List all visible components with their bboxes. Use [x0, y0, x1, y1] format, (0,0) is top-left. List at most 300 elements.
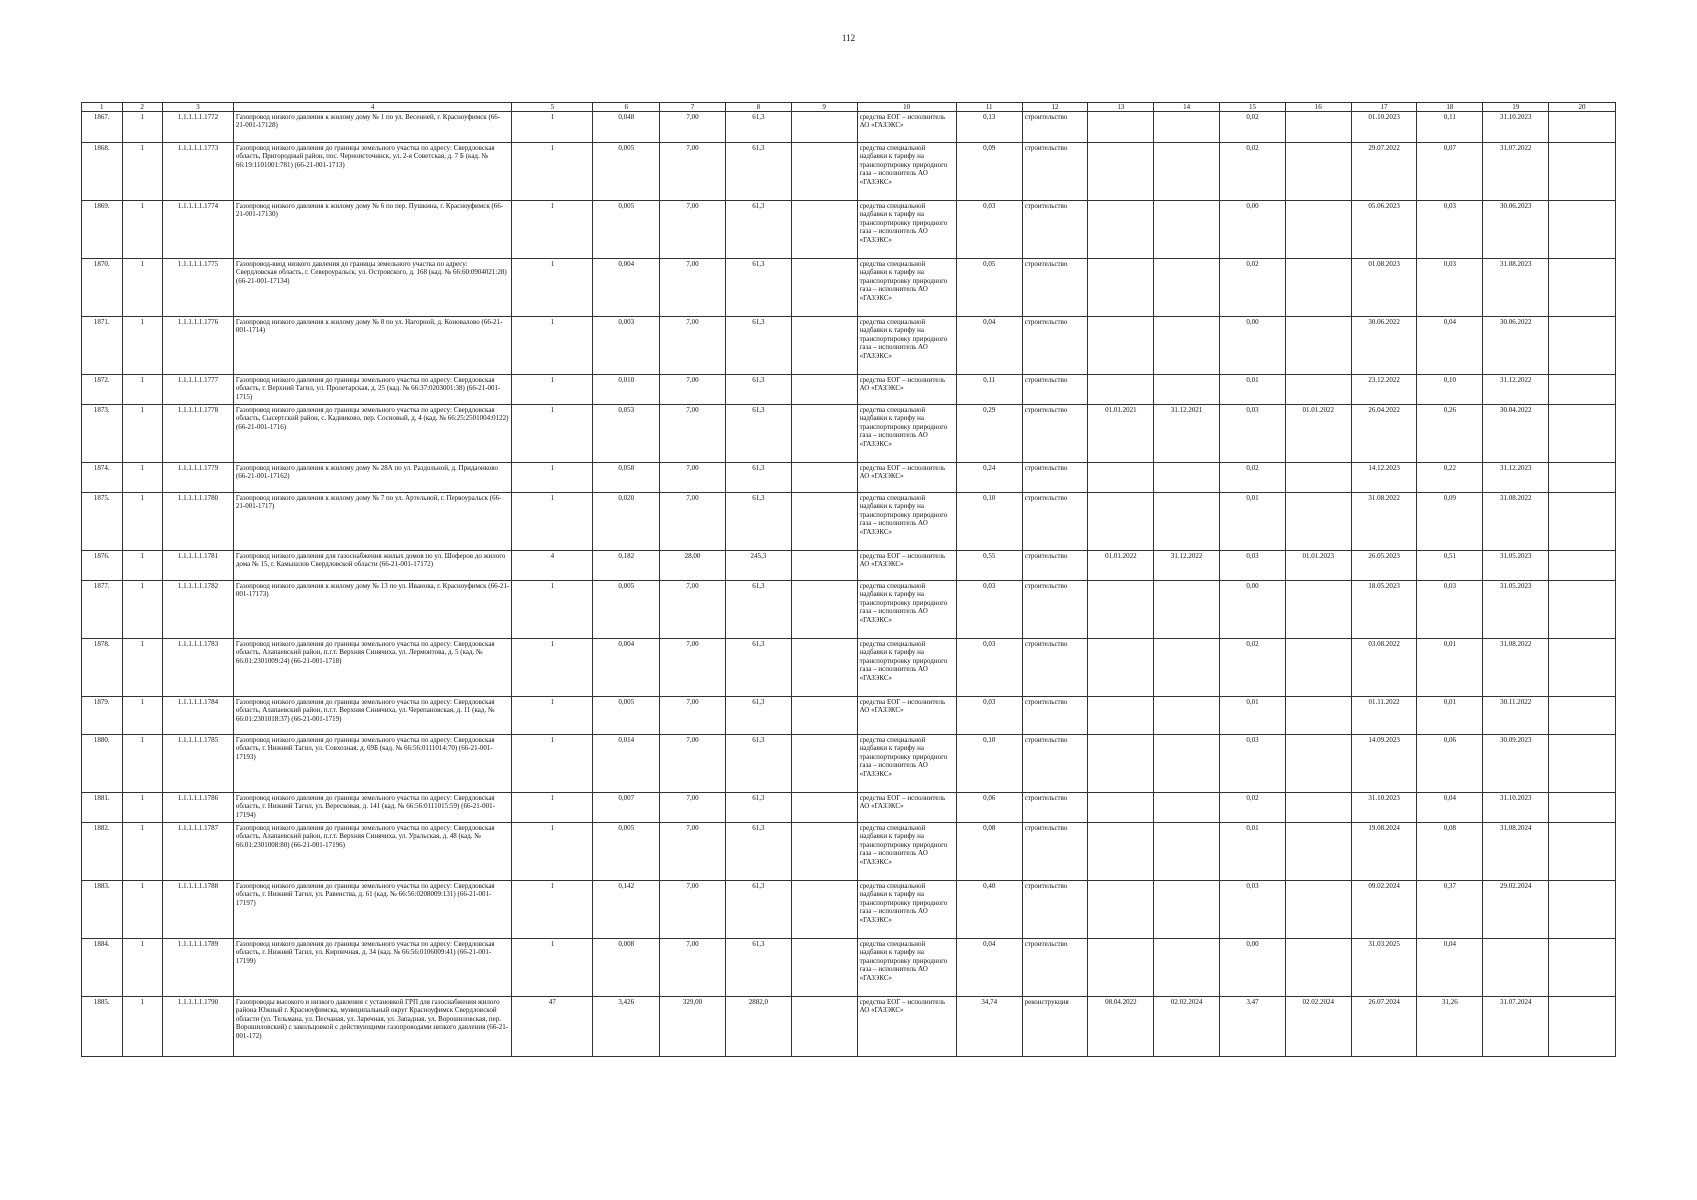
- column-9-cell: [791, 881, 857, 939]
- column-9-cell: [791, 201, 857, 259]
- column-number: 7: [660, 103, 726, 112]
- column-9-cell: [791, 405, 857, 463]
- column-16-cell: [1285, 463, 1351, 493]
- table-row: [82, 881, 1616, 939]
- column-20-cell: [1549, 259, 1616, 317]
- column-15-cell: 0,01: [1220, 697, 1286, 735]
- column-20-cell: [1549, 493, 1616, 551]
- work-type: строительство: [1022, 551, 1088, 581]
- column-17-cell: 26.04.2022: [1351, 405, 1417, 463]
- column-19-cell: 31.08.2024: [1483, 823, 1549, 881]
- column-9-cell: [791, 997, 857, 1057]
- column-11-cell: 34,74: [956, 997, 1022, 1057]
- column-11-cell: 0,04: [956, 939, 1022, 997]
- work-type: строительство: [1022, 317, 1088, 375]
- column-2-cell: 1: [122, 639, 163, 697]
- column-5-cell: 1: [512, 581, 593, 639]
- object-code: 1.1.1.1.1.1773: [163, 143, 234, 201]
- column-2-cell: 1: [122, 112, 163, 143]
- column-16-cell: [1285, 317, 1351, 375]
- column-16-cell: [1285, 201, 1351, 259]
- column-6-cell: 0,014: [593, 735, 660, 793]
- row-number: 1869.: [82, 201, 123, 259]
- column-16-cell: [1285, 375, 1351, 405]
- column-17-cell: 23.12.2022: [1351, 375, 1417, 405]
- column-20-cell: [1549, 463, 1616, 493]
- funding-source: средства специальной надбавки к тарифу на транспортировку природного газа – исполнитель АО «ГАЗЭКС»: [857, 317, 956, 375]
- column-8-cell: 61,3: [725, 112, 791, 143]
- work-type: строительство: [1022, 463, 1088, 493]
- column-number: 17: [1351, 103, 1417, 112]
- funding-source: средства специальной надбавки к тарифу на транспортировку природного газа – исполнитель АО «ГАЗЭКС»: [857, 201, 956, 259]
- column-2-cell: 1: [122, 735, 163, 793]
- column-9-cell: [791, 143, 857, 201]
- column-13-cell: 01.01.2022: [1088, 551, 1154, 581]
- column-2-cell: 1: [122, 793, 163, 823]
- column-14-cell: [1154, 375, 1220, 405]
- funding-source: средства специальной надбавки к тарифу на транспортировку природного газа – исполнитель АО «ГАЗЭКС»: [857, 581, 956, 639]
- column-16-cell: [1285, 881, 1351, 939]
- column-17-cell: 26.05.2023: [1351, 551, 1417, 581]
- column-7-cell: 7,00: [660, 793, 726, 823]
- column-number: 20: [1549, 103, 1616, 112]
- column-17-cell: 01.08.2023: [1351, 259, 1417, 317]
- column-9-cell: [791, 823, 857, 881]
- column-7-cell: 7,00: [660, 639, 726, 697]
- column-5-cell: 1: [512, 639, 593, 697]
- funding-source: средства ЕОГ – исполнитель АО «ГАЗЭКС»: [857, 112, 956, 143]
- column-9-cell: [791, 375, 857, 405]
- funding-source: средства ЕОГ – исполнитель АО «ГАЗЭКС»: [857, 793, 956, 823]
- column-15-cell: 0,00: [1220, 317, 1286, 375]
- column-8-cell: 61,3: [725, 793, 791, 823]
- column-17-cell: 26.07.2024: [1351, 997, 1417, 1057]
- column-number: 15: [1220, 103, 1286, 112]
- work-type: строительство: [1022, 143, 1088, 201]
- column-9-cell: [791, 581, 857, 639]
- object-name: Газопровод низкого давления к жилому дому № 13 по ул. Иванова, г. Красноуфимск (66-21-001-17173): [233, 581, 511, 639]
- column-15-cell: 0,00: [1220, 201, 1286, 259]
- column-13-cell: [1088, 639, 1154, 697]
- column-11-cell: 0,24: [956, 463, 1022, 493]
- column-7-cell: 7,00: [660, 939, 726, 997]
- column-18-cell: 0,26: [1417, 405, 1483, 463]
- column-2-cell: 1: [122, 997, 163, 1057]
- column-5-cell: 1: [512, 143, 593, 201]
- work-type: строительство: [1022, 201, 1088, 259]
- column-20-cell: [1549, 551, 1616, 581]
- column-18-cell: 0,01: [1417, 697, 1483, 735]
- column-15-cell: 0,00: [1220, 939, 1286, 997]
- column-16-cell: [1285, 143, 1351, 201]
- column-9-cell: [791, 939, 857, 997]
- object-name: Газопровод низкого давления до границы земельного участка по адресу: Свердловская область, г. Нижний Тагил, ул. Кирпичная, д. 34 (кад. № 66:56:0106009:41) (66-21-001-17199): [233, 939, 511, 997]
- column-8-cell: 61,3: [725, 823, 791, 881]
- object-code: 1.1.1.1.1.1785: [163, 735, 234, 793]
- object-name: Газопровод низкого давления до границы земельного участка по адресу: Свердловская область, Алапаевский район, п.г.т. Верхняя Синячиха, ул. Черепановская, д. 11 (кад. № 66:01:2301018:37) (66-21-001-1719): [233, 697, 511, 735]
- column-6-cell: 0,182: [593, 551, 660, 581]
- column-number: 8: [725, 103, 791, 112]
- column-18-cell: 0,11: [1417, 112, 1483, 143]
- column-18-cell: 31,26: [1417, 997, 1483, 1057]
- table-row: [82, 997, 1616, 1057]
- object-name: Газопровод низкого давления к жилому дому № 1 по ул. Весенней, г. Красноуфимск (66-21-001-17128): [233, 112, 511, 143]
- column-number: 18: [1417, 103, 1483, 112]
- column-14-cell: [1154, 201, 1220, 259]
- column-6-cell: 0,005: [593, 697, 660, 735]
- funding-source: средства ЕОГ – исполнитель АО «ГАЗЭКС»: [857, 375, 956, 405]
- column-6-cell: 0,005: [593, 143, 660, 201]
- column-2-cell: 1: [122, 375, 163, 405]
- column-11-cell: 0,29: [956, 405, 1022, 463]
- object-name: Газопровод низкого давления для газоснабжения жилых домов по ул. Шоферов до жилого дома № 15, г. Камышлов Свердловской области (66-21-001-17172): [233, 551, 511, 581]
- column-8-cell: 61,3: [725, 259, 791, 317]
- column-6-cell: 0,004: [593, 639, 660, 697]
- column-2-cell: 1: [122, 201, 163, 259]
- work-type: строительство: [1022, 793, 1088, 823]
- object-name: Газопровод низкого давления до границы земельного участка по адресу: Свердловская область, г. Нижний Тагил, ул. Вересковая, д. 141 (кад. № 66:56:0111015:59) (66-21-001-17194): [233, 793, 511, 823]
- column-6-cell: 0,048: [593, 112, 660, 143]
- column-9-cell: [791, 493, 857, 551]
- column-2-cell: 1: [122, 143, 163, 201]
- table-row: [82, 793, 1616, 823]
- column-18-cell: 0,04: [1417, 317, 1483, 375]
- column-5-cell: 1: [512, 317, 593, 375]
- column-13-cell: [1088, 881, 1154, 939]
- work-type: строительство: [1022, 259, 1088, 317]
- column-14-cell: [1154, 793, 1220, 823]
- column-19-cell: 30.09.2023: [1483, 735, 1549, 793]
- column-18-cell: 0,03: [1417, 201, 1483, 259]
- table-row: [82, 463, 1616, 493]
- column-number: 10: [857, 103, 956, 112]
- column-16-cell: [1285, 823, 1351, 881]
- column-6-cell: 0,010: [593, 375, 660, 405]
- column-14-cell: [1154, 735, 1220, 793]
- column-14-cell: [1154, 259, 1220, 317]
- table-row: [82, 639, 1616, 697]
- column-5-cell: 1: [512, 405, 593, 463]
- column-16-cell: [1285, 639, 1351, 697]
- column-20-cell: [1549, 375, 1616, 405]
- column-number: 12: [1022, 103, 1088, 112]
- column-number: 9: [791, 103, 857, 112]
- column-15-cell: 0,01: [1220, 375, 1286, 405]
- column-8-cell: 61,3: [725, 697, 791, 735]
- column-17-cell: 29.07.2022: [1351, 143, 1417, 201]
- object-name: Газопровод низкого давления до границы земельного участка по адресу: Свердловская область, г. Нижний Тагил, ул. Равенства, д. 61 (кад. № 66:56:0208009:131) (66-21-001-17197): [233, 881, 511, 939]
- column-11-cell: 0,08: [956, 823, 1022, 881]
- column-7-cell: 7,00: [660, 375, 726, 405]
- column-8-cell: 61,3: [725, 463, 791, 493]
- column-17-cell: 30.06.2022: [1351, 317, 1417, 375]
- object-code: 1.1.1.1.1.1780: [163, 493, 234, 551]
- row-number: 1879.: [82, 697, 123, 735]
- funding-source: средства ЕОГ – исполнитель АО «ГАЗЭКС»: [857, 697, 956, 735]
- column-15-cell: 0,03: [1220, 551, 1286, 581]
- column-15-cell: 0,02: [1220, 143, 1286, 201]
- column-11-cell: 0,10: [956, 493, 1022, 551]
- column-19-cell: 30.06.2022: [1483, 317, 1549, 375]
- column-17-cell: 03.08.2022: [1351, 639, 1417, 697]
- column-14-cell: [1154, 112, 1220, 143]
- column-13-cell: 01.01.2021: [1088, 405, 1154, 463]
- object-code: 1.1.1.1.1.1782: [163, 581, 234, 639]
- column-16-cell: [1285, 697, 1351, 735]
- column-8-cell: 61,3: [725, 939, 791, 997]
- object-code: 1.1.1.1.1.1778: [163, 405, 234, 463]
- column-13-cell: [1088, 581, 1154, 639]
- column-6-cell: 3,426: [593, 997, 660, 1057]
- row-number: 1876.: [82, 551, 123, 581]
- column-2-cell: 1: [122, 939, 163, 997]
- row-number: 1868.: [82, 143, 123, 201]
- column-14-cell: [1154, 493, 1220, 551]
- funding-source: средства специальной надбавки к тарифу на транспортировку природного газа – исполнитель АО «ГАЗЭКС»: [857, 639, 956, 697]
- column-number: 2: [122, 103, 163, 112]
- column-2-cell: 1: [122, 317, 163, 375]
- column-14-cell: [1154, 881, 1220, 939]
- row-number: 1883.: [82, 881, 123, 939]
- funding-source: средства специальной надбавки к тарифу на транспортировку природного газа – исполнитель АО «ГАЗЭКС»: [857, 823, 956, 881]
- column-5-cell: 1: [512, 881, 593, 939]
- column-2-cell: 1: [122, 493, 163, 551]
- column-19-cell: 31.10.2023: [1483, 112, 1549, 143]
- column-5-cell: 1: [512, 793, 593, 823]
- object-code: 1.1.1.1.1.1790: [163, 997, 234, 1057]
- funding-source: средства специальной надбавки к тарифу на транспортировку природного газа – исполнитель АО «ГАЗЭКС»: [857, 939, 956, 997]
- funding-source: средства специальной надбавки к тарифу на транспортировку природного газа – исполнитель АО «ГАЗЭКС»: [857, 405, 956, 463]
- column-2-cell: 1: [122, 259, 163, 317]
- column-19-cell: 31.08.2022: [1483, 639, 1549, 697]
- work-type: строительство: [1022, 493, 1088, 551]
- column-7-cell: 7,00: [660, 259, 726, 317]
- column-6-cell: 0,053: [593, 405, 660, 463]
- table-row: [82, 405, 1616, 463]
- column-15-cell: 0,03: [1220, 881, 1286, 939]
- column-17-cell: 01.10.2023: [1351, 112, 1417, 143]
- column-16-cell: [1285, 493, 1351, 551]
- column-14-cell: [1154, 317, 1220, 375]
- column-11-cell: 0,13: [956, 112, 1022, 143]
- row-number: 1870.: [82, 259, 123, 317]
- column-19-cell: 31.08.2023: [1483, 259, 1549, 317]
- column-5-cell: 1: [512, 112, 593, 143]
- object-code: 1.1.1.1.1.1774: [163, 201, 234, 259]
- column-13-cell: [1088, 823, 1154, 881]
- table-row: [82, 735, 1616, 793]
- column-5-cell: 1: [512, 735, 593, 793]
- column-17-cell: 19.08.2024: [1351, 823, 1417, 881]
- work-type: строительство: [1022, 735, 1088, 793]
- column-20-cell: [1549, 143, 1616, 201]
- object-name: Газопровод низкого давления к жилому дому № 8 по ул. Нагорной, д. Коновалово (66-21-001-1714): [233, 317, 511, 375]
- funding-source: средства специальной надбавки к тарифу на транспортировку природного газа – исполнитель АО «ГАЗЭКС»: [857, 143, 956, 201]
- column-2-cell: 1: [122, 823, 163, 881]
- column-7-cell: 7,00: [660, 201, 726, 259]
- table-row: [82, 493, 1616, 551]
- row-number: 1881.: [82, 793, 123, 823]
- column-14-cell: [1154, 143, 1220, 201]
- column-7-cell: 7,00: [660, 463, 726, 493]
- column-13-cell: [1088, 463, 1154, 493]
- column-number: 11: [956, 103, 1022, 112]
- column-18-cell: 0,37: [1417, 881, 1483, 939]
- column-7-cell: 7,00: [660, 143, 726, 201]
- column-14-cell: [1154, 697, 1220, 735]
- column-9-cell: [791, 317, 857, 375]
- column-9-cell: [791, 793, 857, 823]
- row-number: 1880.: [82, 735, 123, 793]
- column-16-cell: [1285, 735, 1351, 793]
- column-number: 19: [1483, 103, 1549, 112]
- funding-source: средства специальной надбавки к тарифу на транспортировку природного газа – исполнитель АО «ГАЗЭКС»: [857, 735, 956, 793]
- column-18-cell: 0,10: [1417, 375, 1483, 405]
- column-13-cell: [1088, 697, 1154, 735]
- row-number: 1867.: [82, 112, 123, 143]
- column-19-cell: 31.12.2023: [1483, 463, 1549, 493]
- object-name: Газопровод низкого давления до границы земельного участка по адресу: Свердловская область, Сысертский район, с. Кадниково, пер. Сосновый, д. 4 (кад. № 66:25:2501004:0122) (66-21-001-1716): [233, 405, 511, 463]
- column-20-cell: [1549, 201, 1616, 259]
- row-number: 1873.: [82, 405, 123, 463]
- column-11-cell: 0,06: [956, 793, 1022, 823]
- column-15-cell: 0,02: [1220, 639, 1286, 697]
- column-11-cell: 0,03: [956, 639, 1022, 697]
- object-code: 1.1.1.1.1.1777: [163, 375, 234, 405]
- column-17-cell: 09.02.2024: [1351, 881, 1417, 939]
- column-number: 14: [1154, 103, 1220, 112]
- column-2-cell: 1: [122, 551, 163, 581]
- column-6-cell: 0,058: [593, 463, 660, 493]
- column-8-cell: 61,3: [725, 143, 791, 201]
- column-11-cell: 0,03: [956, 697, 1022, 735]
- column-16-cell: [1285, 259, 1351, 317]
- column-7-cell: 7,00: [660, 317, 726, 375]
- object-name: Газопровод низкого давления до границы земельного участка по адресу: Свердловская область, г. Нижний Тагил, ул. Совхозная, д. 69Б (кад. № 66:56:0111014:70) (66-21-001-17193): [233, 735, 511, 793]
- column-number: 16: [1285, 103, 1351, 112]
- column-15-cell: 0,01: [1220, 493, 1286, 551]
- column-7-cell: 7,00: [660, 697, 726, 735]
- column-19-cell: 31.08.2022: [1483, 493, 1549, 551]
- column-14-cell: 02.02.2024: [1154, 997, 1220, 1057]
- column-20-cell: [1549, 793, 1616, 823]
- column-9-cell: [791, 112, 857, 143]
- column-17-cell: 05.06.2023: [1351, 201, 1417, 259]
- object-name: Газопровод низкого давления до границы земельного участка по адресу: Свердловская область, Алапаевский район, п.г.т. Верхняя Синячиха, ул. Лермонтова, д. 5 (кад. № 66:01:2301009:24) (66-21-001-1718): [233, 639, 511, 697]
- column-15-cell: 0,02: [1220, 463, 1286, 493]
- column-13-cell: [1088, 939, 1154, 997]
- funding-source: средства специальной надбавки к тарифу на транспортировку природного газа – исполнитель АО «ГАЗЭКС»: [857, 493, 956, 551]
- column-13-cell: [1088, 793, 1154, 823]
- column-19-cell: 31.07.2022: [1483, 143, 1549, 201]
- column-number: 13: [1088, 103, 1154, 112]
- column-8-cell: 61,3: [725, 735, 791, 793]
- column-20-cell: [1549, 405, 1616, 463]
- column-number: 3: [163, 103, 234, 112]
- column-20-cell: [1549, 823, 1616, 881]
- column-7-cell: 7,00: [660, 112, 726, 143]
- column-13-cell: [1088, 143, 1154, 201]
- column-20-cell: [1549, 697, 1616, 735]
- column-17-cell: 14.09.2023: [1351, 735, 1417, 793]
- column-19-cell: 31.05.2023: [1483, 551, 1549, 581]
- column-9-cell: [791, 259, 857, 317]
- column-11-cell: 0,10: [956, 735, 1022, 793]
- column-2-cell: 1: [122, 581, 163, 639]
- column-11-cell: 0,03: [956, 201, 1022, 259]
- column-8-cell: 61,3: [725, 375, 791, 405]
- column-15-cell: 0,02: [1220, 793, 1286, 823]
- column-number: 4: [233, 103, 511, 112]
- work-type: строительство: [1022, 405, 1088, 463]
- column-18-cell: 0,08: [1417, 823, 1483, 881]
- table-row: [82, 317, 1616, 375]
- column-19-cell: 30.06.2023: [1483, 201, 1549, 259]
- funding-source: средства ЕОГ – исполнитель АО «ГАЗЭКС»: [857, 997, 956, 1057]
- column-2-cell: 1: [122, 463, 163, 493]
- row-number: 1882.: [82, 823, 123, 881]
- object-name: Газопровод низкого давления к жилому дому № 28А по ул. Раздольной, д. Придаонково (66-21-001-17162): [233, 463, 511, 493]
- column-15-cell: 0,02: [1220, 112, 1286, 143]
- column-20-cell: [1549, 639, 1616, 697]
- column-15-cell: 0,03: [1220, 735, 1286, 793]
- column-19-cell: 31.07.2024: [1483, 997, 1549, 1057]
- column-13-cell: 08.04.2022: [1088, 997, 1154, 1057]
- column-5-cell: 1: [512, 823, 593, 881]
- column-18-cell: 0,09: [1417, 493, 1483, 551]
- work-type: строительство: [1022, 697, 1088, 735]
- column-7-cell: 7,00: [660, 405, 726, 463]
- table-row: [82, 375, 1616, 405]
- table-row: [82, 551, 1616, 581]
- row-number: 1884.: [82, 939, 123, 997]
- column-16-cell: [1285, 581, 1351, 639]
- column-15-cell: 0,01: [1220, 823, 1286, 881]
- column-14-cell: [1154, 463, 1220, 493]
- object-name: Газопровод-ввод низкого давления до границы земельного участка по адресу: Свердловская область, г. Североуральск, ул. Островского, д. 168 (кад. № 66:60:0904021:28) (66-21-001-17134): [233, 259, 511, 317]
- row-number: 1878.: [82, 639, 123, 697]
- table-row: [82, 697, 1616, 735]
- column-13-cell: [1088, 493, 1154, 551]
- row-number: 1875.: [82, 493, 123, 551]
- work-type: строительство: [1022, 823, 1088, 881]
- row-number: 1874.: [82, 463, 123, 493]
- column-19-cell: 30.11.2022: [1483, 697, 1549, 735]
- column-11-cell: 0,04: [956, 317, 1022, 375]
- column-9-cell: [791, 639, 857, 697]
- table-row: [82, 201, 1616, 259]
- column-14-cell: [1154, 939, 1220, 997]
- column-7-cell: 7,00: [660, 881, 726, 939]
- column-number: 1: [82, 103, 123, 112]
- object-name: Газопровод низкого давления до границы земельного участка по адресу: Свердловская область, Пригородный район, пос. Черноисточинск, ул. 2-я Советская, д. 7 Б (кад. № 66:19:1101001:781) (66-21-001-1713): [233, 143, 511, 201]
- column-13-cell: [1088, 375, 1154, 405]
- column-17-cell: 31.10.2023: [1351, 793, 1417, 823]
- column-19-cell: 31.12.2022: [1483, 375, 1549, 405]
- column-2-cell: 1: [122, 697, 163, 735]
- table-row: [82, 939, 1616, 997]
- object-code: 1.1.1.1.1.1772: [163, 112, 234, 143]
- column-9-cell: [791, 735, 857, 793]
- column-number: 5: [512, 103, 593, 112]
- table-row: [82, 143, 1616, 201]
- column-16-cell: 02.02.2024: [1285, 997, 1351, 1057]
- column-20-cell: [1549, 735, 1616, 793]
- column-13-cell: [1088, 112, 1154, 143]
- table-row: [82, 581, 1616, 639]
- column-14-cell: [1154, 823, 1220, 881]
- column-5-cell: 1: [512, 463, 593, 493]
